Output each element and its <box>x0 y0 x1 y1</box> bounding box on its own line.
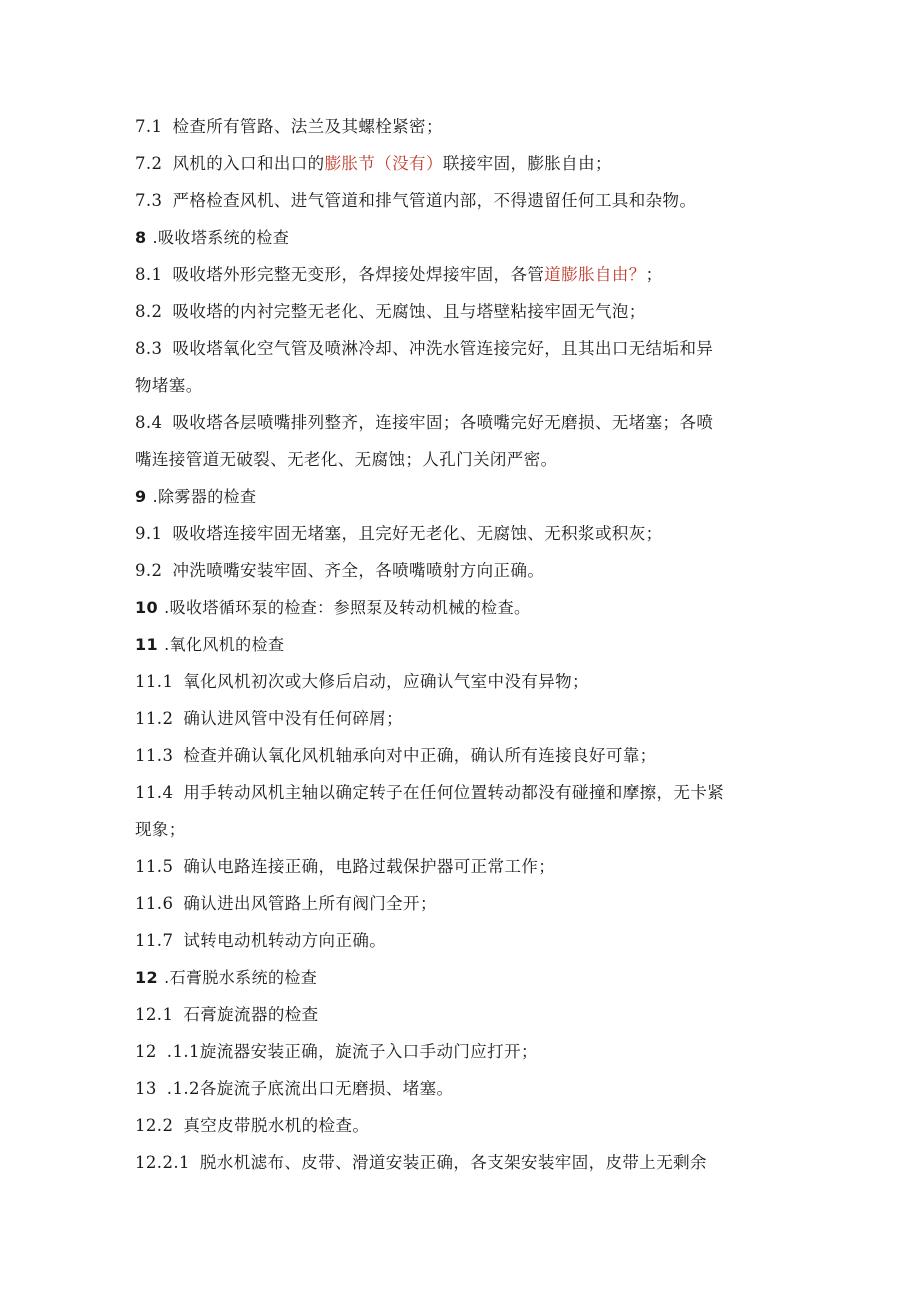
line-text: 真空皮带脱水机的检查。 <box>183 1116 370 1135</box>
line-text: 吸收塔的内衬完整无老化、无腐蚀、且与塔壁粘接牢固无气泡； <box>172 302 646 321</box>
line-text: 冲洗喷嘴安装牢固、齐全，各喷嘴喷射方向正确。 <box>172 561 545 580</box>
section-number: 8.2 <box>135 302 163 321</box>
section-number: 10 <box>135 598 159 617</box>
section-heading <box>135 626 795 663</box>
line-text: 严格检查风机、进气管道和排气管道内部，不得遗留任何工具和杂物。 <box>172 191 697 210</box>
document-body <box>135 108 795 1181</box>
section-number: 12 <box>135 1042 157 1061</box>
section-number: 8.3 <box>135 339 163 358</box>
text-line <box>135 774 795 811</box>
line-text: 吸收塔各层喷嘴排列整齐，连接牢固；各喷嘴完好无磨损、无堵塞；各喷 <box>172 413 714 432</box>
text-line-continuation <box>135 367 795 404</box>
line-text: 确认进出风管路上所有阀门全开； <box>183 894 437 913</box>
text-line <box>135 1033 795 1070</box>
section-number: 12.2.1 <box>135 1153 190 1172</box>
section-number: 11.4 <box>135 783 174 802</box>
section-number: 9.1 <box>135 524 163 543</box>
text-line <box>135 663 795 700</box>
section-number: 12.1 <box>135 1005 174 1024</box>
text-line <box>135 1107 795 1144</box>
section-number: 13 <box>135 1079 157 1098</box>
line-text: 吸收塔氧化空气管及喷淋冷却、冲洗水管连接完好，且其出口无结垢和异 <box>172 339 714 358</box>
line-text: 确认进风管中没有任何碎屑； <box>183 709 404 728</box>
line-text: ； <box>645 265 663 284</box>
text-line <box>135 1070 795 1107</box>
section-number: 12 <box>135 968 159 987</box>
text-line <box>135 404 795 441</box>
section-number: 8 <box>135 228 147 247</box>
heading-text: .氧化风机的检查 <box>164 635 285 654</box>
section-number: 7.2 <box>135 154 163 173</box>
line-text: .1.2各旋流子底流出口无磨损、堵塞。 <box>166 1079 454 1098</box>
line-text: 脱水机滤布、皮带、滑道安装正确，各支架安装牢固，皮带上无剩余 <box>199 1153 707 1172</box>
line-text: 检查并确认氧化风机轴承向对中正确，确认所有连接良好可靠； <box>183 746 657 765</box>
text-line <box>135 922 795 959</box>
line-text: 联接牢固，膨胀自由； <box>442 154 612 173</box>
section-number: 9 <box>135 487 147 506</box>
line-text: 用手转动风机主轴以确定转子在任何位置转动都没有碰撞和摩擦，无卡紧 <box>183 783 725 802</box>
text-line <box>135 293 795 330</box>
line-text: 吸收塔连接牢固无堵塞，且完好无老化、无腐蚀、无积浆或积灰； <box>172 524 663 543</box>
heading-text: .除雾器的检查 <box>152 487 257 506</box>
section-number: 11.2 <box>135 709 174 728</box>
section-number: 12.2 <box>135 1116 174 1135</box>
highlighted-text: 膨胀节（没有） <box>324 154 443 173</box>
heading-text: .石膏脱水系统的检查 <box>164 968 318 987</box>
section-heading <box>135 219 795 256</box>
text-line <box>135 145 795 182</box>
line-text: 风机的入口和出口的 <box>172 154 325 173</box>
line-text: 现象； <box>135 820 186 839</box>
heading-text: .吸收塔系统的检查 <box>152 228 290 247</box>
text-line <box>135 515 795 552</box>
text-line <box>135 182 795 219</box>
section-number: 11.7 <box>135 931 174 950</box>
highlighted-text: 道膨胀自由？ <box>544 265 646 284</box>
line-text: .1.1旋流器安装正确，旋流子入口手动门应打开； <box>166 1042 538 1061</box>
section-number: 8.4 <box>135 413 163 432</box>
section-number: 11.1 <box>135 672 174 691</box>
line-text: 检查所有管路、法兰及其螺栓紧密； <box>172 117 443 136</box>
section-number: 11.3 <box>135 746 174 765</box>
line-text: 物堵塞。 <box>135 376 203 395</box>
line-text: 嘴连接管道无破裂、无老化、无腐蚀；人孔门关闭严密。 <box>135 450 558 469</box>
text-line-continuation <box>135 441 795 478</box>
section-number: 11.5 <box>135 857 174 876</box>
line-text: 吸收塔外形完整无变形，各焊接处焊接牢固，各管 <box>172 265 545 284</box>
line-text: 试转电动机转动方向正确。 <box>183 931 387 950</box>
text-line <box>135 700 795 737</box>
text-line <box>135 996 795 1033</box>
section-number: 7.3 <box>135 191 163 210</box>
section-number: 7.1 <box>135 117 163 136</box>
line-text: 氧化风机初次或大修后启动，应确认气室中没有异物； <box>183 672 589 691</box>
text-line <box>135 885 795 922</box>
line-text: 确认电路连接正确，电路过载保护器可正常工作； <box>183 857 556 876</box>
section-number: 11.6 <box>135 894 174 913</box>
text-line <box>135 1144 795 1181</box>
section-number: 9.2 <box>135 561 163 580</box>
section-number: 8.1 <box>135 265 163 284</box>
text-line <box>135 108 795 145</box>
text-line <box>135 848 795 885</box>
text-line <box>135 330 795 367</box>
text-line <box>135 552 795 589</box>
section-heading <box>135 589 795 626</box>
line-text: 石膏旋流器的检查 <box>183 1005 319 1024</box>
section-heading <box>135 959 795 996</box>
section-heading <box>135 478 795 515</box>
heading-text: .吸收塔循环泵的检查：参照泵及转动机械的检查。 <box>164 598 531 617</box>
text-line <box>135 256 795 293</box>
text-line <box>135 737 795 774</box>
text-line-continuation <box>135 811 795 848</box>
section-number: 11 <box>135 635 159 654</box>
